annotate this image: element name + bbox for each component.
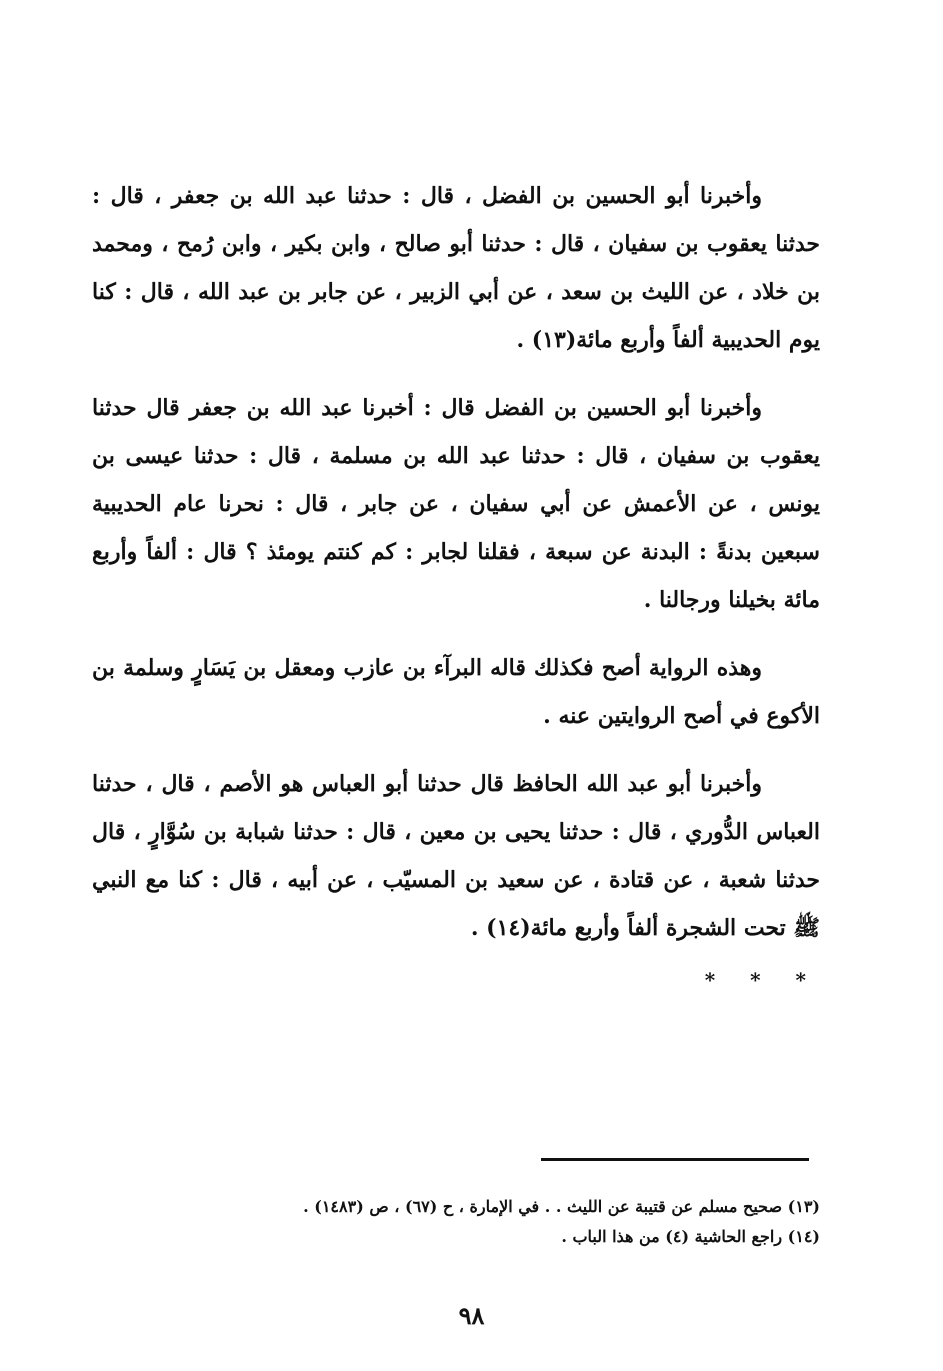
footnote-14: (١٤) راجع الحاشية (٤) من هذا الباب . [561,1227,820,1246]
paragraph-2: وأخبرنا أبو الحسين بن الفضل قال : أخبرنا عبد الله بن جعفر قال حدثنا يعقوب بن سفيان ، قال : حدثنا عبد الله بن مسلمة ، قال : حدثنا عيسى بن يونس ، عن الأعمش عن أبي سفيان ، عن جابر ، قال : نحرنا عام الحديبية سبعين بدنةً : البدنة عن سبعة ، فقلنا لجابر : كم كنتم يومئذ ؟ قال : ألفاً وأربع مائة بخيلنا ورجالنا . [92,395,820,613]
section-separator: * * * [704,968,820,992]
footnote-13: (١٣) صحيح مسلم عن قتيبة عن الليث . . في الإمارة ، ح (٦٧) ، ص (١٤٨٣) . [303,1197,820,1216]
footnote-rule [541,1158,809,1161]
paragraph-3: وهذه الرواية أصح فكذلك قاله البرآء بن عازب ومعقل بن يَسَارٍ وسلمة بن الأكوع في أصح الروايتين عنه . [92,655,820,729]
page-number: ٩٨ [458,1301,485,1330]
main-text [92,172,820,1000]
paragraph-1: وأخبرنا أبو الحسين بن الفضل ، قال : حدثنا عبد الله بن جعفر ، قال : حدثنا يعقوب بن سفيان ، قال : حدثنا أبو صالح ، وابن بكير ، وابن رُمح ، ومحمد بن خلاد ، عن الليث بن سعد ، عن أبي الزبير ، عن جابر بن عبد الله ، قال : كنا يوم الحديبية ألفاً وأربع مائة(١٣) . [92,183,820,353]
footnotes [200,1192,820,1252]
paragraph-4: وأخبرنا أبو عبد الله الحافظ قال حدثنا أبو العباس هو الأصم ، قال ، حدثنا العباس الدُّوري ، قال : حدثنا يحيى بن معين ، قال : حدثنا شبابة بن سُوَّارٍ ، قال حدثنا شعبة ، عن قتادة ، عن سعيد بن المسيّب ، عن أبيه ، قال : كنا مع النبي ﷺ تحت الشجرة ألفاً وأربع مائة(١٤) . [92,771,820,941]
